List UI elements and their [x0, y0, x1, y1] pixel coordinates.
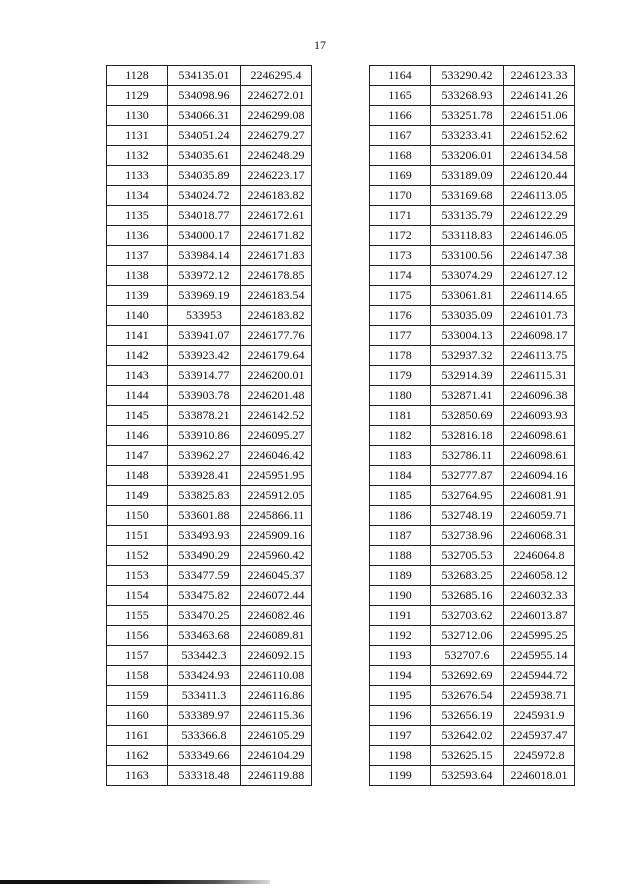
- point-number-cell: 1145: [107, 406, 168, 426]
- point-number-cell: 1136: [107, 226, 168, 246]
- y-coordinate-cell: 2246081.91: [504, 486, 575, 506]
- table-row: [107, 546, 312, 566]
- table-row: [370, 466, 575, 486]
- y-coordinate-cell: 2246095.27: [241, 426, 312, 446]
- y-coordinate-cell: 2246179.64: [241, 346, 312, 366]
- y-coordinate-cell: 2246105.29: [241, 726, 312, 746]
- table-row: [370, 566, 575, 586]
- table-row: [370, 166, 575, 186]
- point-number-cell: 1163: [107, 766, 168, 786]
- x-coordinate-cell: 533318.48: [168, 766, 241, 786]
- x-coordinate-cell: 532914.39: [431, 366, 504, 386]
- table-row: [370, 366, 575, 386]
- table-row: [107, 666, 312, 686]
- x-coordinate-cell: 534035.61: [168, 146, 241, 166]
- point-number-cell: 1171: [370, 206, 431, 226]
- y-coordinate-cell: 2246045.37: [241, 566, 312, 586]
- table-row: [370, 406, 575, 426]
- point-number-cell: 1143: [107, 366, 168, 386]
- point-number-cell: 1184: [370, 466, 431, 486]
- y-coordinate-cell: 2246223.17: [241, 166, 312, 186]
- y-coordinate-cell: 2246046.42: [241, 446, 312, 466]
- table-row: [370, 206, 575, 226]
- table-row: [107, 686, 312, 706]
- x-coordinate-cell: 534000.17: [168, 226, 241, 246]
- x-coordinate-cell: 532871.41: [431, 386, 504, 406]
- point-number-cell: 1133: [107, 166, 168, 186]
- y-coordinate-cell: 2246183.82: [241, 186, 312, 206]
- y-coordinate-cell: 2246122.29: [504, 206, 575, 226]
- table-row: [370, 146, 575, 166]
- table-row: [107, 386, 312, 406]
- table-row: [107, 426, 312, 446]
- table-row: [107, 606, 312, 626]
- y-coordinate-cell: 2246171.83: [241, 246, 312, 266]
- y-coordinate-cell: 2246201.48: [241, 386, 312, 406]
- y-coordinate-cell: 2246096.38: [504, 386, 575, 406]
- x-coordinate-cell: 533470.25: [168, 606, 241, 626]
- table-row: [370, 766, 575, 786]
- x-coordinate-cell: 532676.54: [431, 686, 504, 706]
- x-coordinate-cell: 533878.21: [168, 406, 241, 426]
- y-coordinate-cell: 2245866.11: [241, 506, 312, 526]
- x-coordinate-cell: 533928.41: [168, 466, 241, 486]
- y-coordinate-cell: 2246183.54: [241, 286, 312, 306]
- point-number-cell: 1197: [370, 726, 431, 746]
- point-number-cell: 1141: [107, 326, 168, 346]
- x-coordinate-cell: 533903.78: [168, 386, 241, 406]
- y-coordinate-cell: 2246116.86: [241, 686, 312, 706]
- x-coordinate-cell: 532685.16: [431, 586, 504, 606]
- table-row: [370, 426, 575, 446]
- point-number-cell: 1195: [370, 686, 431, 706]
- point-number-cell: 1148: [107, 466, 168, 486]
- x-coordinate-cell: 533493.93: [168, 526, 241, 546]
- point-number-cell: 1161: [107, 726, 168, 746]
- x-coordinate-cell: 532850.69: [431, 406, 504, 426]
- y-coordinate-cell: 2245937.47: [504, 726, 575, 746]
- x-coordinate-cell: 532656.19: [431, 706, 504, 726]
- point-number-cell: 1183: [370, 446, 431, 466]
- x-coordinate-cell: 534135.01: [168, 66, 241, 86]
- table-row: [107, 126, 312, 146]
- y-coordinate-cell: 2246272.01: [241, 86, 312, 106]
- point-number-cell: 1185: [370, 486, 431, 506]
- point-number-cell: 1187: [370, 526, 431, 546]
- point-number-cell: 1168: [370, 146, 431, 166]
- point-number-cell: 1162: [107, 746, 168, 766]
- y-coordinate-cell: 2246072.44: [241, 586, 312, 606]
- x-coordinate-cell: 533061.81: [431, 286, 504, 306]
- x-coordinate-cell: 533389.97: [168, 706, 241, 726]
- table-row: [107, 526, 312, 546]
- table-row: [370, 286, 575, 306]
- x-coordinate-cell: 532625.15: [431, 746, 504, 766]
- table-row: [107, 706, 312, 726]
- x-coordinate-cell: 532738.96: [431, 526, 504, 546]
- table-row: [107, 326, 312, 346]
- x-coordinate-cell: 533825.83: [168, 486, 241, 506]
- x-coordinate-cell: 533490.29: [168, 546, 241, 566]
- table-row: [370, 106, 575, 126]
- x-coordinate-cell: 532712.06: [431, 626, 504, 646]
- table-row: [370, 686, 575, 706]
- x-coordinate-cell: 533349.66: [168, 746, 241, 766]
- point-number-cell: 1165: [370, 86, 431, 106]
- table-row: [370, 506, 575, 526]
- y-coordinate-cell: 2246092.15: [241, 646, 312, 666]
- y-coordinate-cell: 2246279.27: [241, 126, 312, 146]
- y-coordinate-cell: 2246068.31: [504, 526, 575, 546]
- y-coordinate-cell: 2246141.26: [504, 86, 575, 106]
- y-coordinate-cell: 2246172.61: [241, 206, 312, 226]
- x-coordinate-cell: 533984.14: [168, 246, 241, 266]
- y-coordinate-cell: 2246082.46: [241, 606, 312, 626]
- y-coordinate-cell: 2246171.82: [241, 226, 312, 246]
- x-coordinate-cell: 534024.72: [168, 186, 241, 206]
- x-coordinate-cell: 533477.59: [168, 566, 241, 586]
- point-number-cell: 1146: [107, 426, 168, 446]
- x-coordinate-cell: 533135.79: [431, 206, 504, 226]
- y-coordinate-cell: 2246101.73: [504, 306, 575, 326]
- table-row: [370, 746, 575, 766]
- y-coordinate-cell: 2246183.82: [241, 306, 312, 326]
- y-coordinate-cell: 2245995.25: [504, 626, 575, 646]
- table-row: [370, 386, 575, 406]
- y-coordinate-cell: 2245912.05: [241, 486, 312, 506]
- table-row: [370, 446, 575, 466]
- table-row: [370, 526, 575, 546]
- point-number-cell: 1140: [107, 306, 168, 326]
- table-row: [107, 726, 312, 746]
- table-row: [107, 146, 312, 166]
- table-row: [370, 606, 575, 626]
- point-number-cell: 1191: [370, 606, 431, 626]
- x-coordinate-cell: 533035.09: [431, 306, 504, 326]
- y-coordinate-cell: 2246114.65: [504, 286, 575, 306]
- table-row: [370, 646, 575, 666]
- point-number-cell: 1188: [370, 546, 431, 566]
- point-number-cell: 1199: [370, 766, 431, 786]
- point-number-cell: 1142: [107, 346, 168, 366]
- point-number-cell: 1179: [370, 366, 431, 386]
- point-number-cell: 1131: [107, 126, 168, 146]
- y-coordinate-cell: 2246152.62: [504, 126, 575, 146]
- x-coordinate-cell: 532786.11: [431, 446, 504, 466]
- table-row: [107, 306, 312, 326]
- x-coordinate-cell: 532707.6: [431, 646, 504, 666]
- point-number-cell: 1151: [107, 526, 168, 546]
- x-coordinate-cell: 533475.82: [168, 586, 241, 606]
- x-coordinate-cell: 532683.25: [431, 566, 504, 586]
- x-coordinate-cell: 533953: [168, 306, 241, 326]
- point-number-cell: 1130: [107, 106, 168, 126]
- y-coordinate-cell: 2245931.9: [504, 706, 575, 726]
- point-number-cell: 1128: [107, 66, 168, 86]
- x-coordinate-cell: 533366.8: [168, 726, 241, 746]
- table-row: [107, 226, 312, 246]
- table-row: [370, 226, 575, 246]
- y-coordinate-cell: 2246115.36: [241, 706, 312, 726]
- table-row: [107, 246, 312, 266]
- y-coordinate-cell: 2246147.38: [504, 246, 575, 266]
- table-row: [107, 106, 312, 126]
- point-number-cell: 1174: [370, 266, 431, 286]
- point-number-cell: 1158: [107, 666, 168, 686]
- y-coordinate-cell: 2246093.93: [504, 406, 575, 426]
- x-coordinate-cell: 532642.02: [431, 726, 504, 746]
- x-coordinate-cell: 533962.27: [168, 446, 241, 466]
- point-number-cell: 1172: [370, 226, 431, 246]
- point-number-cell: 1152: [107, 546, 168, 566]
- x-coordinate-cell: 534051.24: [168, 126, 241, 146]
- x-coordinate-cell: 533251.78: [431, 106, 504, 126]
- point-number-cell: 1135: [107, 206, 168, 226]
- x-coordinate-cell: 533923.42: [168, 346, 241, 366]
- y-coordinate-cell: 2246127.12: [504, 266, 575, 286]
- table-row: [370, 486, 575, 506]
- y-coordinate-cell: 2246089.81: [241, 626, 312, 646]
- y-coordinate-cell: 2245955.14: [504, 646, 575, 666]
- x-coordinate-cell: 533411.3: [168, 686, 241, 706]
- x-coordinate-cell: 533206.01: [431, 146, 504, 166]
- x-coordinate-cell: 533189.09: [431, 166, 504, 186]
- table-row: [370, 546, 575, 566]
- x-coordinate-cell: 534018.77: [168, 206, 241, 226]
- point-number-cell: 1160: [107, 706, 168, 726]
- point-number-cell: 1180: [370, 386, 431, 406]
- y-coordinate-cell: 2245944.72: [504, 666, 575, 686]
- table-row: [107, 166, 312, 186]
- coordinate-table-right: [369, 65, 575, 786]
- table-row: [107, 366, 312, 386]
- x-coordinate-cell: 533969.19: [168, 286, 241, 306]
- y-coordinate-cell: 2246200.01: [241, 366, 312, 386]
- y-coordinate-cell: 2246098.17: [504, 326, 575, 346]
- table-row: [370, 126, 575, 146]
- y-coordinate-cell: 2246113.75: [504, 346, 575, 366]
- table-row: [370, 266, 575, 286]
- table-row: [370, 186, 575, 206]
- y-coordinate-cell: 2246018.01: [504, 766, 575, 786]
- y-coordinate-cell: 2246178.85: [241, 266, 312, 286]
- point-number-cell: 1166: [370, 106, 431, 126]
- point-number-cell: 1175: [370, 286, 431, 306]
- table-row: [370, 346, 575, 366]
- point-number-cell: 1149: [107, 486, 168, 506]
- x-coordinate-cell: 533424.93: [168, 666, 241, 686]
- point-number-cell: 1134: [107, 186, 168, 206]
- table-row: [370, 306, 575, 326]
- table-row: [107, 466, 312, 486]
- table-row: [370, 586, 575, 606]
- point-number-cell: 1181: [370, 406, 431, 426]
- point-number-cell: 1167: [370, 126, 431, 146]
- point-number-cell: 1129: [107, 86, 168, 106]
- y-coordinate-cell: 2246299.08: [241, 106, 312, 126]
- point-number-cell: 1138: [107, 266, 168, 286]
- x-coordinate-cell: 534098.96: [168, 86, 241, 106]
- point-number-cell: 1176: [370, 306, 431, 326]
- point-number-cell: 1182: [370, 426, 431, 446]
- y-coordinate-cell: 2245938.71: [504, 686, 575, 706]
- point-number-cell: 1186: [370, 506, 431, 526]
- table-row: [370, 86, 575, 106]
- table-row: [107, 646, 312, 666]
- table-row: [107, 506, 312, 526]
- point-number-cell: 1189: [370, 566, 431, 586]
- y-coordinate-cell: 2246058.12: [504, 566, 575, 586]
- table-row: [370, 626, 575, 646]
- x-coordinate-cell: 533268.93: [431, 86, 504, 106]
- x-coordinate-cell: 532764.95: [431, 486, 504, 506]
- point-number-cell: 1196: [370, 706, 431, 726]
- y-coordinate-cell: 2246123.33: [504, 66, 575, 86]
- y-coordinate-cell: 2246098.61: [504, 446, 575, 466]
- point-number-cell: 1192: [370, 626, 431, 646]
- point-number-cell: 1153: [107, 566, 168, 586]
- table-row: [370, 326, 575, 346]
- table-row: [107, 66, 312, 86]
- point-number-cell: 1178: [370, 346, 431, 366]
- point-number-cell: 1159: [107, 686, 168, 706]
- y-coordinate-cell: 2245951.95: [241, 466, 312, 486]
- y-coordinate-cell: 2246142.52: [241, 406, 312, 426]
- y-coordinate-cell: 2246098.61: [504, 426, 575, 446]
- x-coordinate-cell: 533972.12: [168, 266, 241, 286]
- table-row: [370, 706, 575, 726]
- x-coordinate-cell: 533601.88: [168, 506, 241, 526]
- y-coordinate-cell: 2246032.33: [504, 586, 575, 606]
- y-coordinate-cell: 2246248.29: [241, 146, 312, 166]
- y-coordinate-cell: 2246134.58: [504, 146, 575, 166]
- table-row: [107, 406, 312, 426]
- point-number-cell: 1154: [107, 586, 168, 606]
- x-coordinate-cell: 533118.83: [431, 226, 504, 246]
- y-coordinate-cell: 2245909.16: [241, 526, 312, 546]
- table-row: [107, 446, 312, 466]
- x-coordinate-cell: 533442.3: [168, 646, 241, 666]
- point-number-cell: 1190: [370, 586, 431, 606]
- point-number-cell: 1137: [107, 246, 168, 266]
- x-coordinate-cell: 533100.56: [431, 246, 504, 266]
- point-number-cell: 1144: [107, 386, 168, 406]
- table-row: [370, 726, 575, 746]
- point-number-cell: 1155: [107, 606, 168, 626]
- point-number-cell: 1194: [370, 666, 431, 686]
- table-row: [107, 626, 312, 646]
- x-coordinate-cell: 532703.62: [431, 606, 504, 626]
- y-coordinate-cell: 2246115.31: [504, 366, 575, 386]
- x-coordinate-cell: 533290.42: [431, 66, 504, 86]
- y-coordinate-cell: 2246113.05: [504, 186, 575, 206]
- table-row: [107, 86, 312, 106]
- y-coordinate-cell: 2246059.71: [504, 506, 575, 526]
- y-coordinate-cell: 2246177.76: [241, 326, 312, 346]
- x-coordinate-cell: 532777.87: [431, 466, 504, 486]
- y-coordinate-cell: 2246120.44: [504, 166, 575, 186]
- table-row: [370, 666, 575, 686]
- point-number-cell: 1157: [107, 646, 168, 666]
- y-coordinate-cell: 2246013.87: [504, 606, 575, 626]
- table-row: [107, 566, 312, 586]
- x-coordinate-cell: 534035.89: [168, 166, 241, 186]
- table-row: [107, 266, 312, 286]
- x-coordinate-cell: 533233.41: [431, 126, 504, 146]
- y-coordinate-cell: 2245972.8: [504, 746, 575, 766]
- point-number-cell: 1170: [370, 186, 431, 206]
- x-coordinate-cell: 533910.86: [168, 426, 241, 446]
- y-coordinate-cell: 2246151.06: [504, 106, 575, 126]
- x-coordinate-cell: 532816.18: [431, 426, 504, 446]
- x-coordinate-cell: 533074.29: [431, 266, 504, 286]
- point-number-cell: 1193: [370, 646, 431, 666]
- x-coordinate-cell: 532692.69: [431, 666, 504, 686]
- table-row: [107, 486, 312, 506]
- y-coordinate-cell: 2246094.16: [504, 466, 575, 486]
- y-coordinate-cell: 2246146.05: [504, 226, 575, 246]
- y-coordinate-cell: 2246110.08: [241, 666, 312, 686]
- table-row: [107, 206, 312, 226]
- point-number-cell: 1150: [107, 506, 168, 526]
- y-coordinate-cell: 2246119.88: [241, 766, 312, 786]
- point-number-cell: 1169: [370, 166, 431, 186]
- x-coordinate-cell: 533941.07: [168, 326, 241, 346]
- x-coordinate-cell: 532593.64: [431, 766, 504, 786]
- table-row: [107, 586, 312, 606]
- page-number: 17: [314, 38, 326, 52]
- coordinate-table-left: [106, 65, 312, 786]
- point-number-cell: 1139: [107, 286, 168, 306]
- table-row: [370, 246, 575, 266]
- x-coordinate-cell: 532705.53: [431, 546, 504, 566]
- point-number-cell: 1164: [370, 66, 431, 86]
- point-number-cell: 1156: [107, 626, 168, 646]
- point-number-cell: 1147: [107, 446, 168, 466]
- table-row: [107, 346, 312, 366]
- table-row: [107, 746, 312, 766]
- point-number-cell: 1132: [107, 146, 168, 166]
- table-row: [107, 286, 312, 306]
- table-row: [107, 766, 312, 786]
- x-coordinate-cell: 533914.77: [168, 366, 241, 386]
- y-coordinate-cell: 2246064.8: [504, 546, 575, 566]
- x-coordinate-cell: 532937.32: [431, 346, 504, 366]
- x-coordinate-cell: 534066.31: [168, 106, 241, 126]
- y-coordinate-cell: 2246295.4: [241, 66, 312, 86]
- y-coordinate-cell: 2246104.29: [241, 746, 312, 766]
- point-number-cell: 1177: [370, 326, 431, 346]
- table-row: [107, 186, 312, 206]
- point-number-cell: 1173: [370, 246, 431, 266]
- footer-rule: [0, 880, 270, 884]
- x-coordinate-cell: 533463.68: [168, 626, 241, 646]
- x-coordinate-cell: 533169.68: [431, 186, 504, 206]
- y-coordinate-cell: 2245960.42: [241, 546, 312, 566]
- table-row: [370, 66, 575, 86]
- x-coordinate-cell: 533004.13: [431, 326, 504, 346]
- x-coordinate-cell: 532748.19: [431, 506, 504, 526]
- point-number-cell: 1198: [370, 746, 431, 766]
